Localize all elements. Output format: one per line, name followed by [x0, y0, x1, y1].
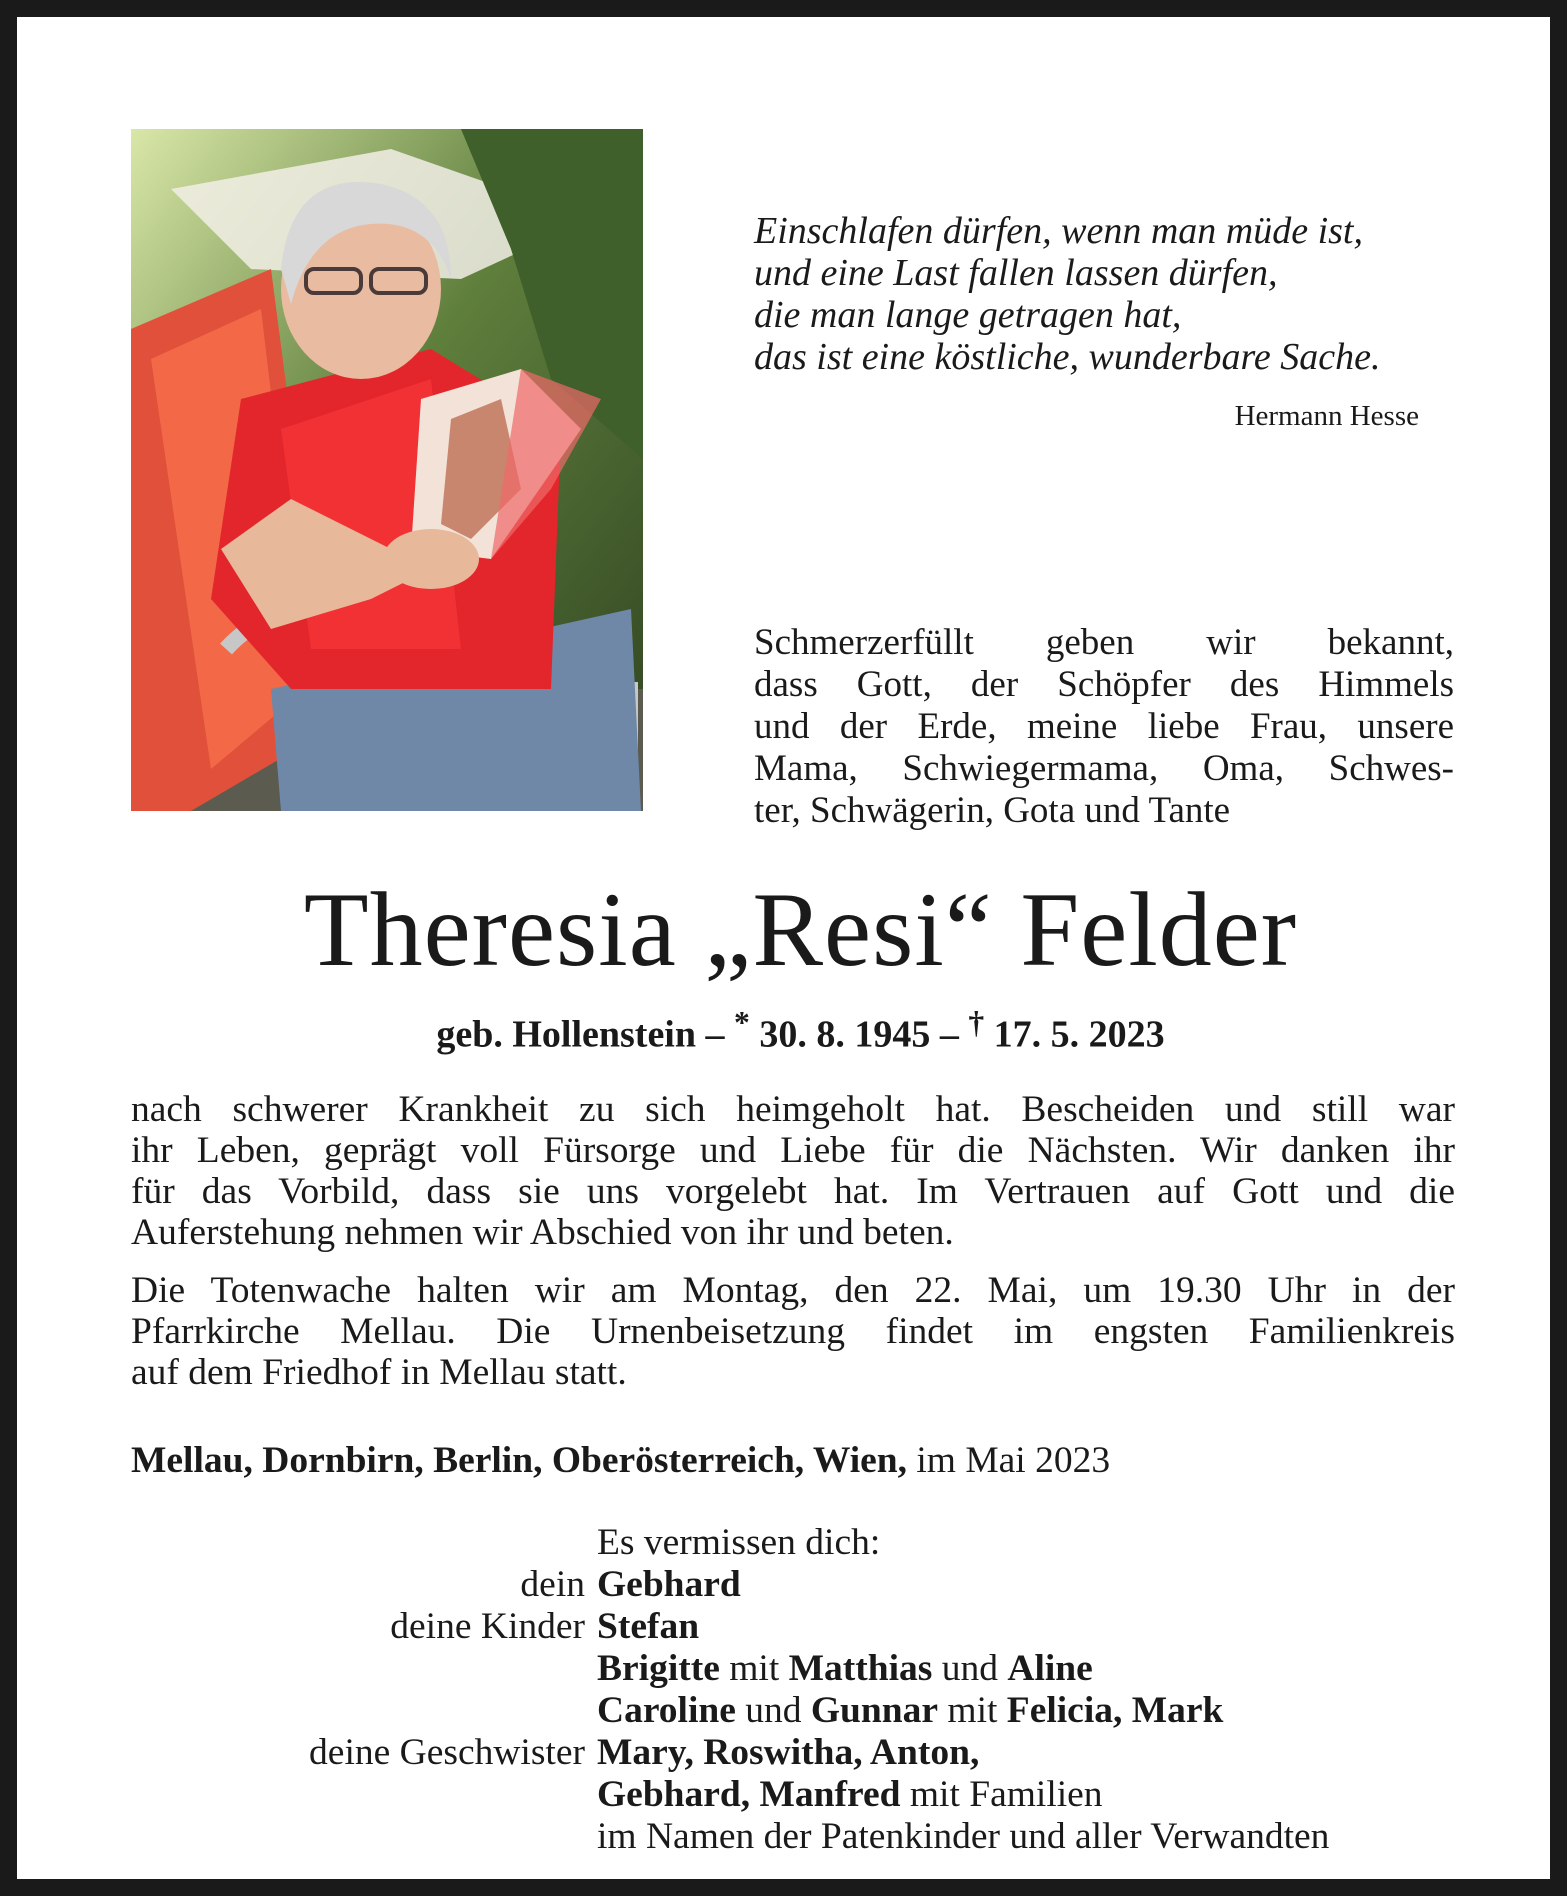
mourner-row: Caroline und Gunnar mit Felicia, Mark: [597, 1690, 1224, 1731]
birth-death-dates: [17, 1005, 1567, 1057]
relation-label: dein: [520, 1564, 585, 1605]
mourner-row: [131, 1606, 1461, 1648]
mourner-name: Gebhard, Manfred: [597, 1774, 901, 1815]
mourner-name: Mary, Roswitha, Anton,: [597, 1732, 980, 1773]
closing-line: im Namen der Patenkinder und aller Verwandten: [597, 1816, 1330, 1857]
birth-symbol: *: [734, 1005, 750, 1040]
mourner-name: Matthias: [788, 1648, 933, 1689]
mourner-row: [131, 1732, 1461, 1774]
funeral-details-paragraph: [131, 1270, 1455, 1393]
portrait-photo: [131, 129, 643, 811]
quote-line: die man lange getragen hat,: [754, 294, 1182, 336]
body-line: für das Vorbild, dass sie uns vorgelebt hat. Im Vertrauen auf Gott und die: [131, 1171, 1455, 1212]
body-line: Die Totenwache halten wir am Montag, den 22. Mai, um 19.30 Uhr in der: [131, 1270, 1455, 1311]
death-date: 17. 5. 2023: [984, 1013, 1165, 1056]
relation-label: deine Geschwister: [309, 1732, 585, 1773]
relation-label: deine Kinder: [390, 1606, 585, 1647]
mourners-list: [131, 1522, 1461, 1858]
body-line: Auferstehung nehmen wir Abschied von ihr und beten.: [131, 1212, 954, 1253]
mourner-name: Aline: [1007, 1648, 1093, 1689]
intro-line: dass Gott, der Schöpfer des Himmels: [754, 664, 1454, 705]
body-paragraph: [131, 1089, 1455, 1253]
intro-line: Mama, Schwiegermama, Oma, Schwes-: [754, 748, 1454, 789]
quote-line: und eine Last fallen lassen dürfen,: [754, 252, 1278, 294]
date-separator: –: [696, 1013, 735, 1056]
body-line: ihr Leben, geprägt voll Fürsorge und Liebe für die Nächsten. Wir danken ihr: [131, 1130, 1455, 1171]
intro-line: und der Erde, meine liebe Frau, unsere: [754, 706, 1454, 747]
date-separator: –: [930, 1013, 969, 1056]
places-and-date: [131, 1439, 1110, 1482]
mourner-name: Felicia, Mark: [1006, 1690, 1224, 1731]
body-line: Pfarrkirche Mellau. Die Urnenbeisetzung findet im engsten Familienkreis: [131, 1311, 1455, 1352]
death-symbol: †: [968, 1005, 985, 1040]
mourner-row: [131, 1816, 1461, 1858]
body-line: auf dem Friedhof in Mellau statt.: [131, 1352, 627, 1393]
body-line: nach schwerer Krankheit zu sich heimgeholt hat. Bescheiden und still war: [131, 1089, 1455, 1130]
mourner-name: Brigitte: [597, 1648, 720, 1689]
mourners-heading-row: [131, 1522, 1461, 1564]
portrait-illustration: [131, 129, 643, 811]
quote-author: Hermann Hesse: [1234, 400, 1419, 432]
mourner-name: Gebhard: [597, 1564, 741, 1605]
quote: [754, 210, 1454, 378]
mourner-name: Gunnar: [810, 1690, 939, 1731]
places-list: Mellau, Dornbirn, Berlin, Oberösterreich, Wien,: [131, 1440, 907, 1481]
mourner-row: Gebhard, Manfred mit Familien: [597, 1774, 1103, 1815]
notice-date: im Mai 2023: [906, 1440, 1111, 1481]
quote-line: Einschlafen dürfen, wenn man müde ist,: [754, 210, 1363, 252]
intro-line: Schmerzerfüllt geben wir bekannt,: [754, 622, 1454, 663]
mourners-heading: Es vermissen dich:: [597, 1522, 881, 1563]
mourner-name: Stefan: [597, 1606, 700, 1647]
birth-date: 30. 8. 1945: [749, 1013, 931, 1056]
deceased-name: Theresia „Resi“ Felder: [303, 871, 1298, 988]
mourner-name: Caroline: [597, 1690, 736, 1731]
mourner-row: Brigitte mit Matthias und Aline: [597, 1648, 1093, 1689]
quote-line: das ist eine köstliche, wunderbare Sache.: [754, 336, 1381, 378]
announcement-intro: [754, 622, 1454, 832]
intro-line: ter, Schwägerin, Gota und Tante: [754, 790, 1231, 831]
birth-name: geb. Hollenstein: [436, 1013, 697, 1056]
mourner-row: [131, 1564, 1461, 1606]
